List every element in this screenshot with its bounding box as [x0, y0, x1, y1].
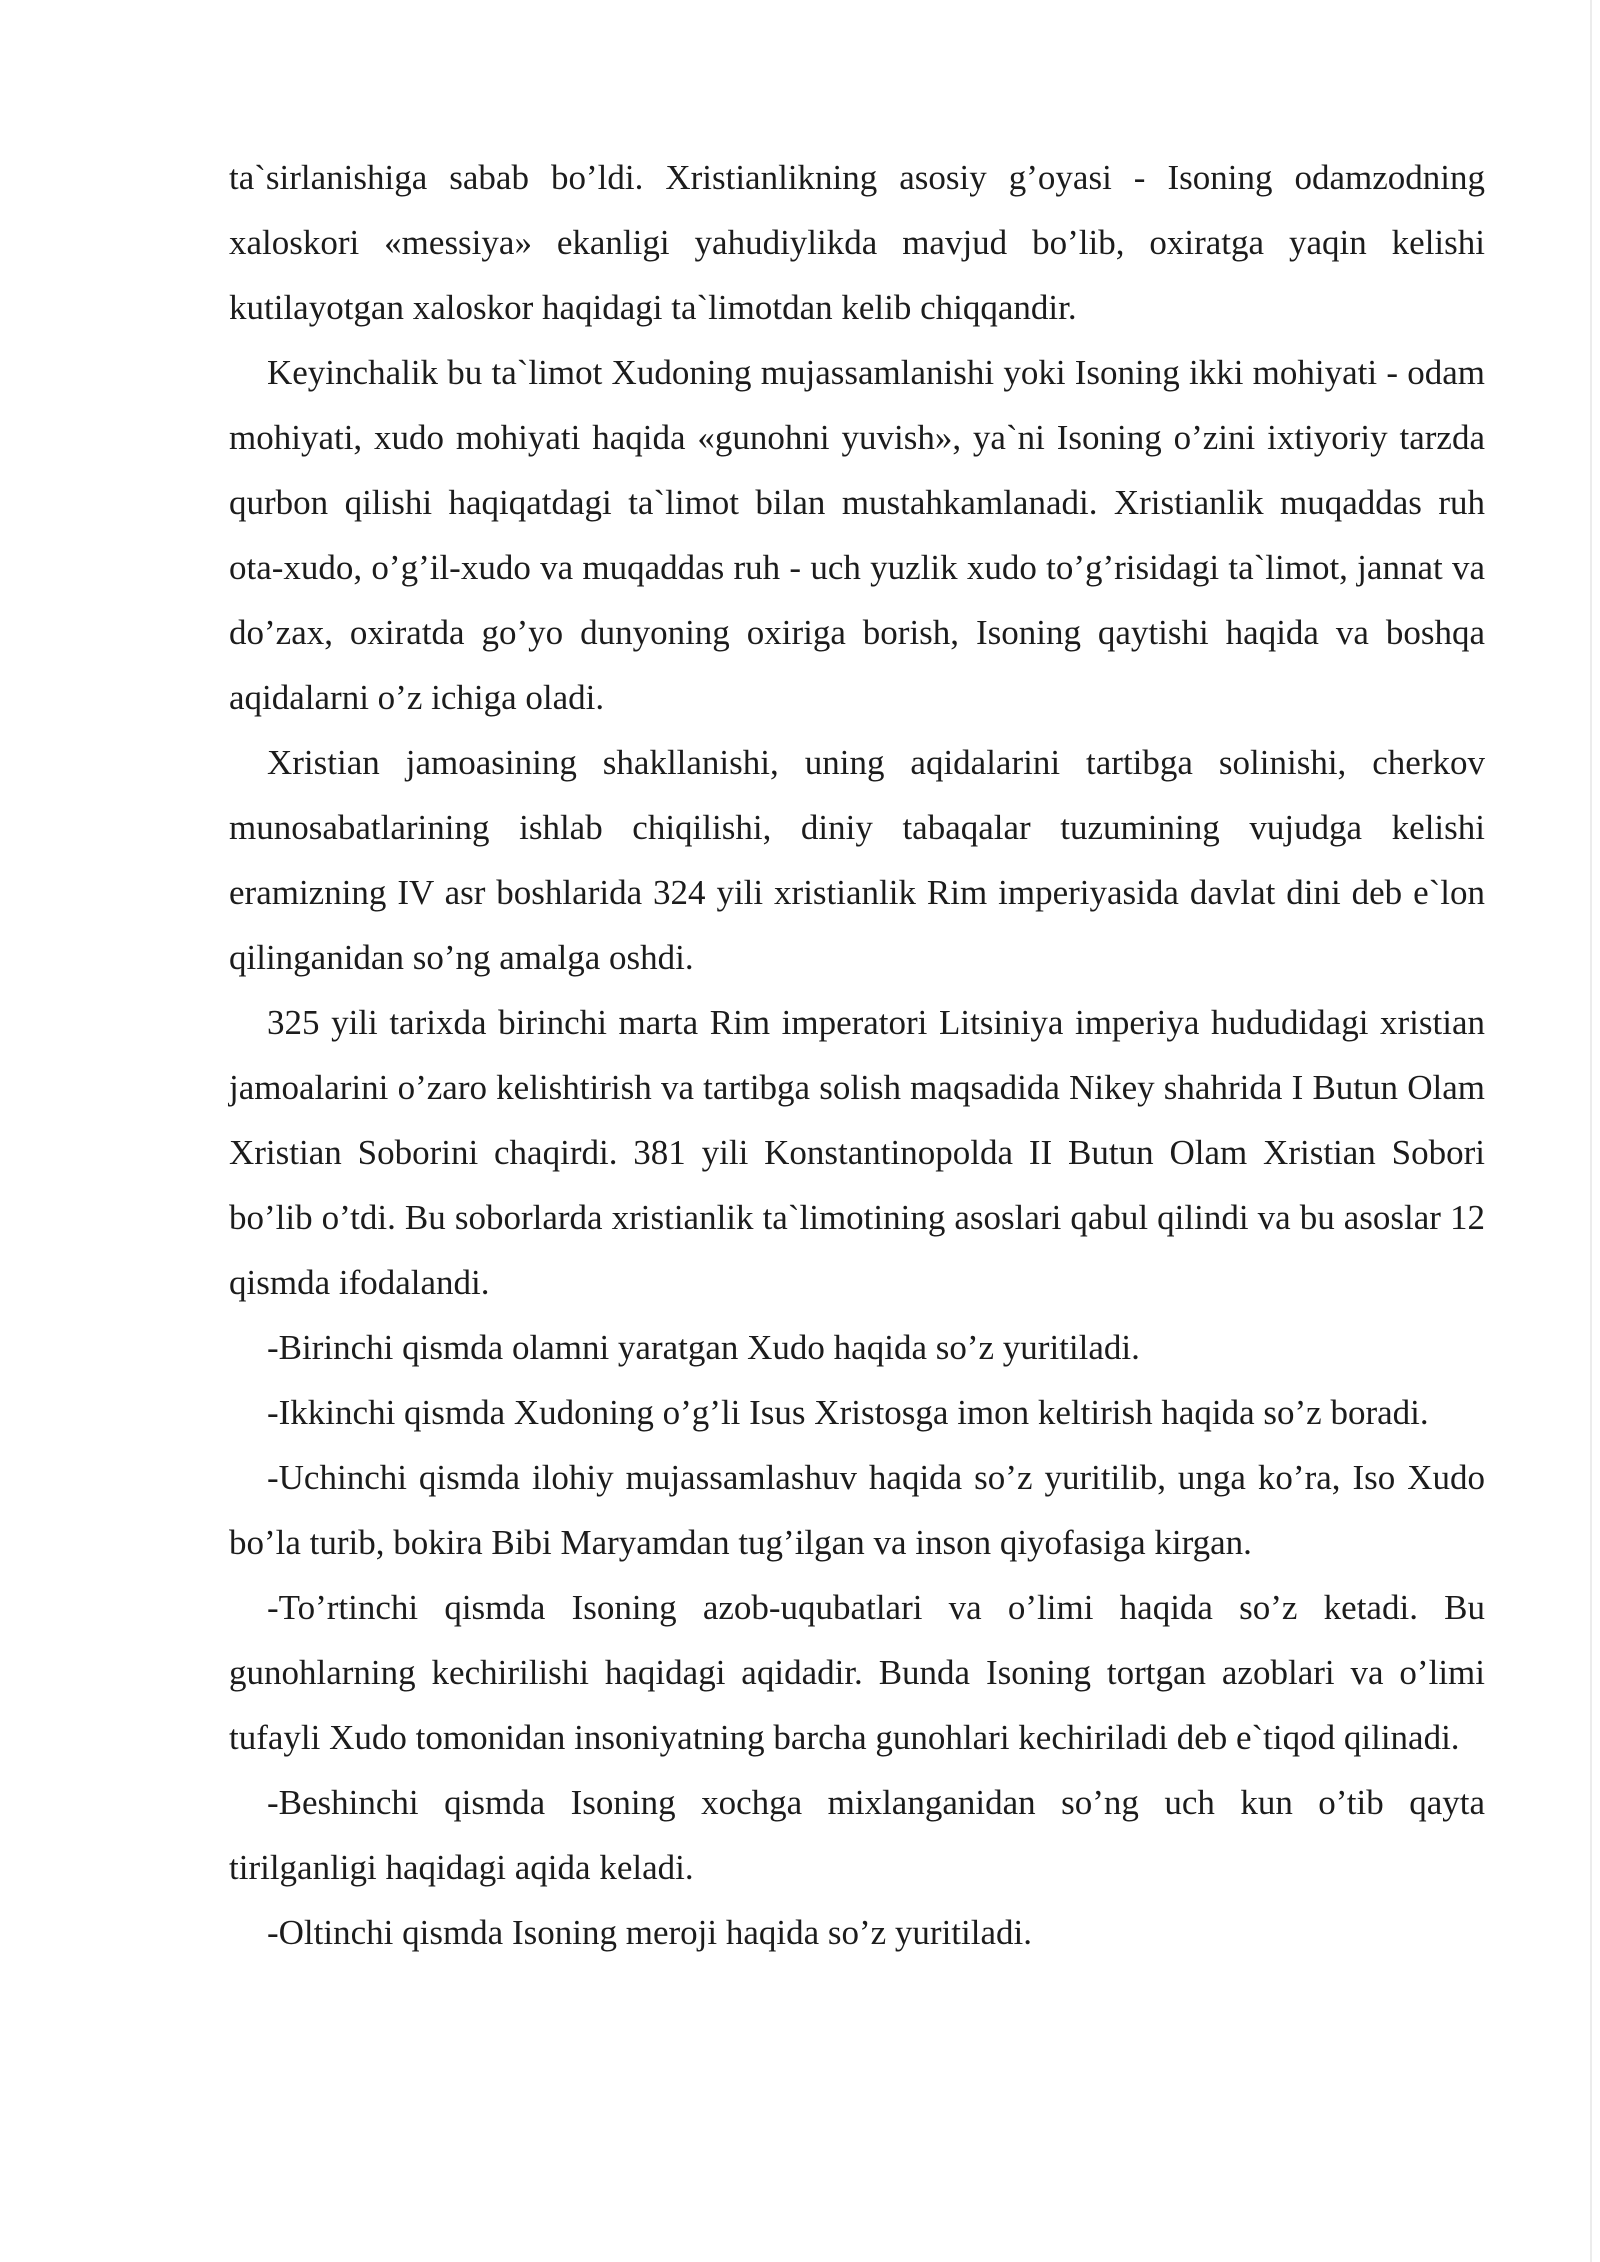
page-edge-divider: [1590, 0, 1592, 2262]
paragraph-6: -Ikkinchi qismda Xudoning o’g’li Isus Xristosga imon keltirish haqida so’z boradi.: [267, 1393, 1429, 1432]
paragraph-2: Keyinchalik bu ta`limot Xudoning mujassamlanishi yoki Isoning ikki mohiyati - odam mohiyati, xudo mohiyati haqida «gunohni yuvish», ya`ni Isoning o’zini ixtiyoriy tarzda qurbon qilishi haqiqatdagi ta`limot bilan mustahkamlanadi. Xristianlik muqaddas ruh ota-xudo, o’g’il-xudo va muqaddas ruh - uch yuzlik xudo to’g’risidagi ta`limot, jannat va do’zax, oxiratda go’yo dunyoning oxiriga borish, Isoning qaytishi haqida va boshqa aqidalarni o’z ichiga oladi.: [229, 353, 1485, 717]
paragraph-3: Xristian jamoasining shakllanishi, uning aqidalarini tartibga solinishi, cherkov munosabatlarining ishlab chiqilishi, diniy tabaqalar tuzumining vujudga kelishi eramizning IV asr boshlarida 324 yili xristianlik Rim imperiyasida davlat dini deb e`lon qilinganidan so’ng amalga oshdi.: [229, 743, 1485, 977]
paragraph-5: -Birinchi qismda olamni yaratgan Xudo haqida so’z yuritiladi.: [267, 1328, 1140, 1367]
document-body: [229, 145, 1485, 1965]
paragraph-10: -Oltinchi qismda Isoning meroji haqida so’z yuritiladi.: [267, 1913, 1032, 1952]
paragraph-1: ta`sirlanishiga sabab bo’ldi. Xristianlikning asosiy g’oyasi - Isoning odamzodning xaloskori «messiya» ekanligi yahudiylikda mavjud bo’lib, oxiratga yaqin kelishi kutilayotgan xaloskor haqidagi ta`limotdan kelib chiqqandir.: [229, 158, 1485, 327]
paragraph-9: -Beshinchi qismda Isoning xochga mixlanganidan so’ng uch kun o’tib qayta tirilganligi haqidagi aqida keladi.: [229, 1783, 1485, 1887]
paragraph-4: 325 yili tarixda birinchi marta Rim imperatori Litsiniya imperiya hududidagi xristian jamoalarini o’zaro kelishtirish va tartibga solish maqsadida Nikey shahrida I Butun Olam Xristian Soborini chaqirdi. 381 yili Konstantinopolda II Butun Olam Xristian Sobori bo’lib o’tdi. Bu soborlarda xristianlik ta`limotining asoslari qabul qilindi va bu asoslar 12 qismda ifodalandi.: [229, 1003, 1485, 1302]
paragraph-7: -Uchinchi qismda ilohiy mujassamlashuv haqida so’z yuritilib, unga ko’ra, Iso Xudo bo’la turib, bokira Bibi Maryamdan tug’ilgan va inson qiyofasiga kirgan.: [229, 1458, 1485, 1562]
paragraph-8: -To’rtinchi qismda Isoning azob-uqubatlari va o’limi haqida so’z ketadi. Bu gunohlarning kechirilishi haqidagi aqidadir. Bunda Isoning tortgan azoblari va o’limi tufayli Xudo tomonidan insoniyatning barcha gunohlari kechiriladi deb e`tiqod qilinadi.: [229, 1588, 1485, 1757]
